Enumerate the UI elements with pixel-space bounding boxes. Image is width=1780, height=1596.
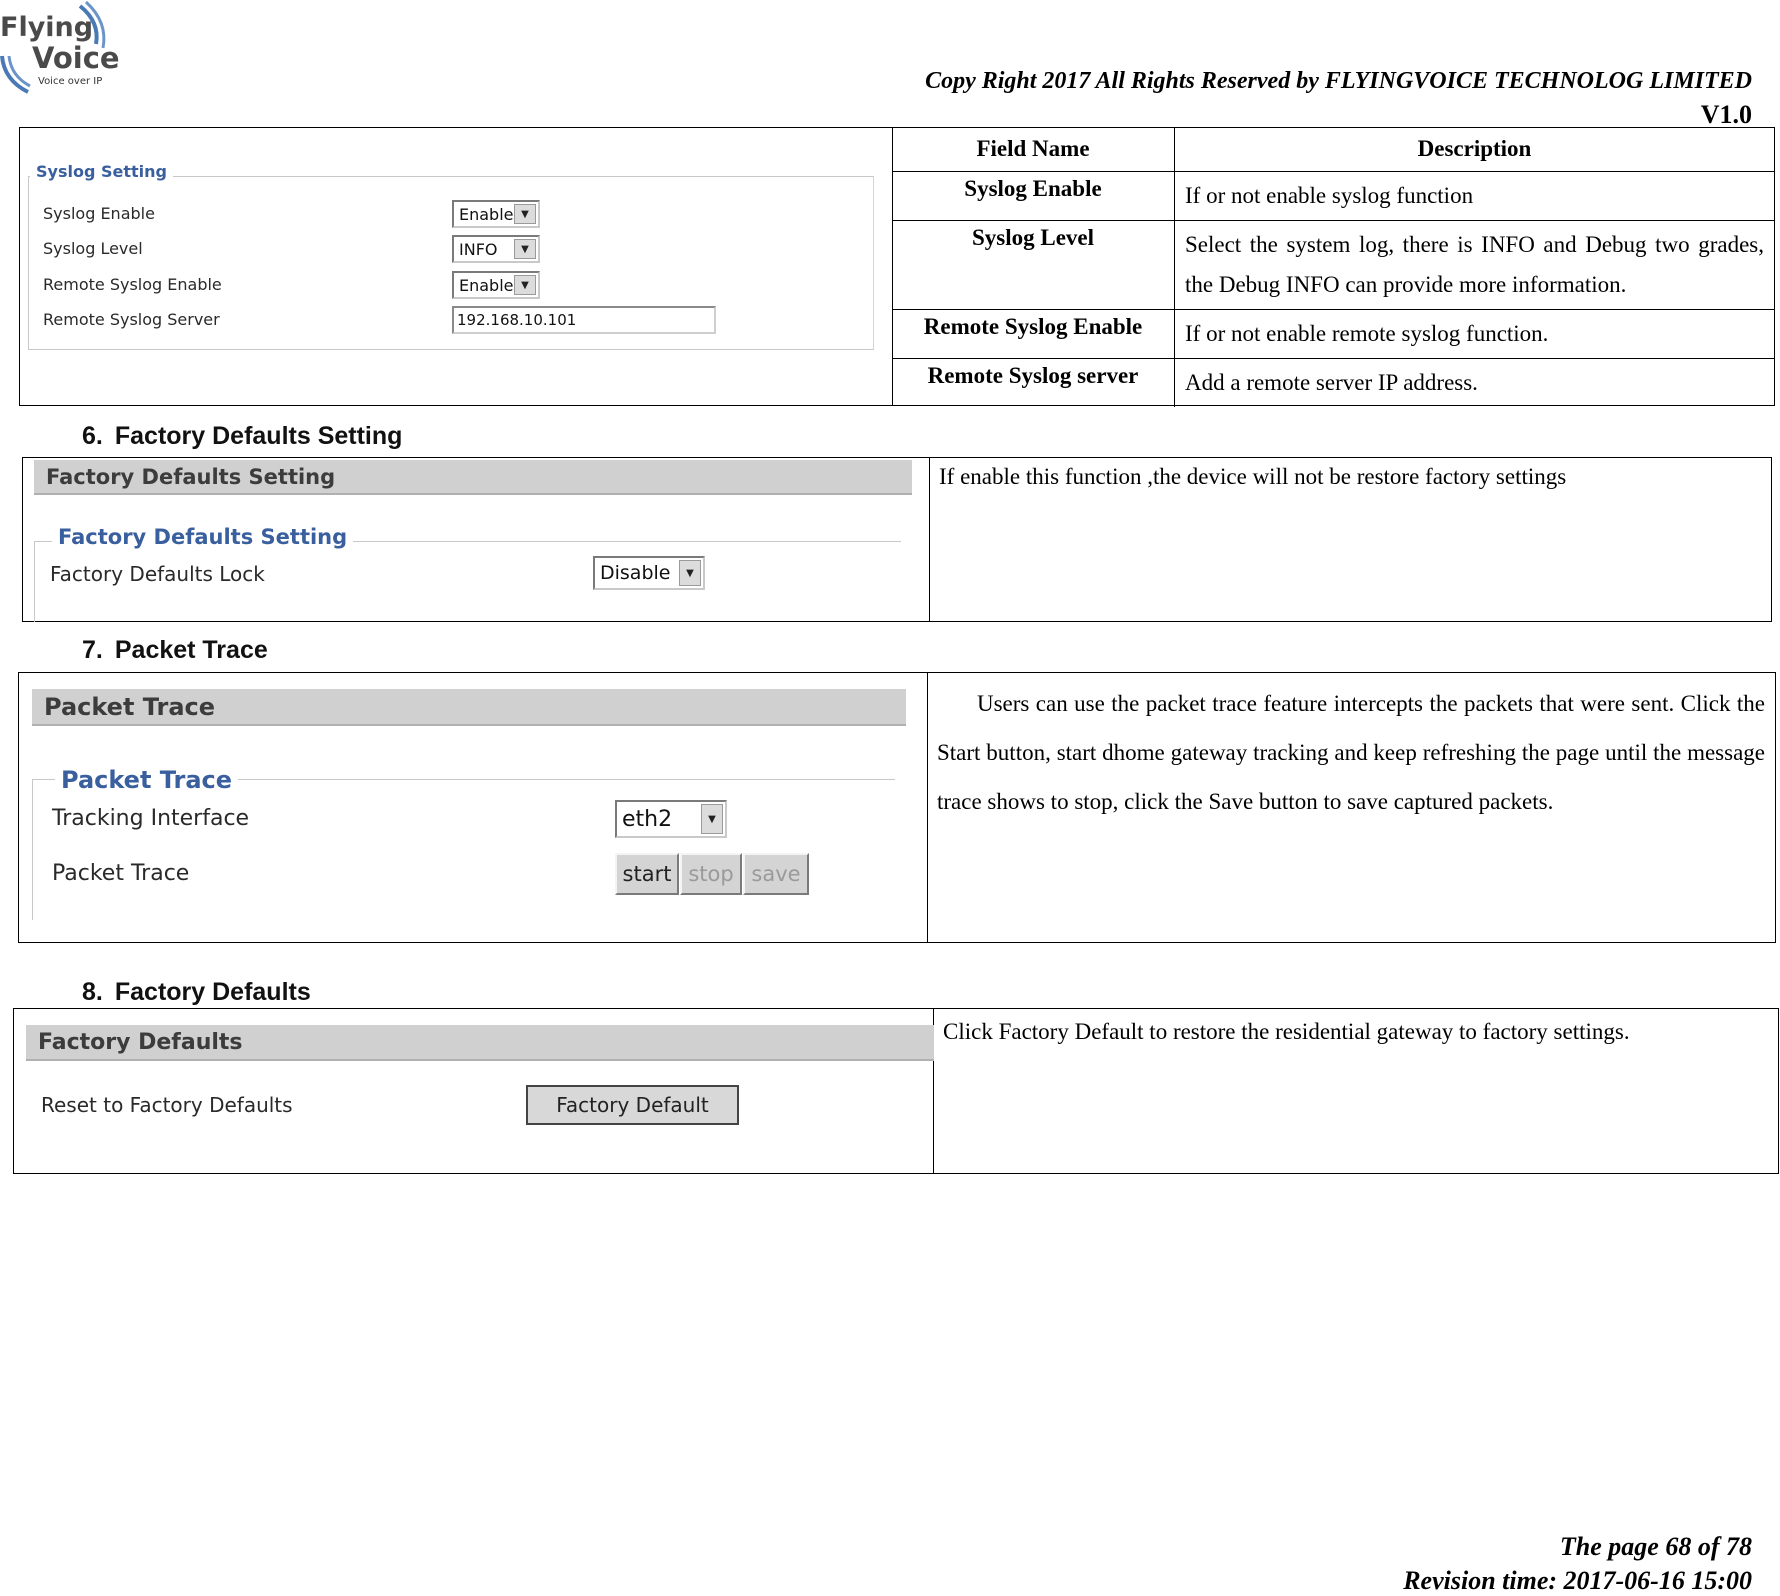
tracking-interface-select[interactable] xyxy=(615,800,727,838)
fds-panel-title: Factory Defaults Setting xyxy=(34,460,912,495)
version-label: V1.0 xyxy=(1700,100,1752,129)
packet-trace-label: Packet Trace xyxy=(52,861,190,886)
chevron-down-icon: ▼ xyxy=(514,275,536,295)
section-6-number: 6. xyxy=(82,422,103,450)
factory-default-button[interactable]: Factory Default xyxy=(526,1085,739,1125)
syslog-screenshot xyxy=(19,127,893,406)
field-remote-syslog-enable: Remote Syslog Enable xyxy=(892,309,1175,358)
revision-time: Revision time: 2017-06-16 15:00 xyxy=(1403,1566,1752,1595)
syslog-field-table xyxy=(892,127,1775,406)
section-6-heading xyxy=(82,422,402,451)
pt-legend: Packet Trace xyxy=(55,766,238,794)
copyright-line: Copy Right 2017 All Rights Reserved by FLYINGVOICE TECHNOLOG LIMITED xyxy=(925,68,1752,94)
factory-defaults-screenshot xyxy=(13,1008,934,1174)
factory-defaults-setting-description: If enable this function ,the device will not be restore factory settings xyxy=(939,464,1567,489)
pt-fieldset xyxy=(32,779,895,920)
col-field-name: Field Name xyxy=(892,128,1175,171)
factory-defaults-setting-screenshot xyxy=(22,457,930,622)
factory-defaults-setting-desc-cell xyxy=(929,457,1772,622)
syslog-enable-value: Enable xyxy=(459,204,514,224)
section-7-heading xyxy=(82,636,268,665)
syslog-level-value: INFO xyxy=(459,239,498,259)
fd-panel-title: Factory Defaults xyxy=(26,1025,934,1061)
svg-text:Voice: Voice xyxy=(32,41,120,75)
factory-defaults-lock-label: Factory Defaults Lock xyxy=(50,562,265,586)
factory-defaults-description: Click Factory Default to restore the residential gateway to factory settings. xyxy=(943,1019,1630,1044)
remote-syslog-enable-select[interactable] xyxy=(452,271,540,299)
syslog-enable-label: Syslog Enable xyxy=(43,204,155,223)
factory-defaults-lock-value: Disable xyxy=(600,562,671,584)
field-syslog-level: Syslog Level xyxy=(892,220,1175,309)
factory-defaults-desc-cell xyxy=(933,1008,1779,1174)
chevron-down-icon: ▼ xyxy=(679,560,701,586)
syslog-enable-select[interactable] xyxy=(452,200,540,228)
factory-defaults-lock-select[interactable] xyxy=(593,556,705,590)
packet-trace-desc-cell xyxy=(927,672,1776,943)
logo-graphic xyxy=(0,0,120,96)
flyingvoice-logo xyxy=(0,0,120,96)
fds-legend: Factory Defaults Setting xyxy=(52,525,353,549)
pt-panel-title: Packet Trace xyxy=(32,689,906,726)
chevron-down-icon: ▼ xyxy=(701,804,723,834)
section-8-heading xyxy=(82,978,311,1007)
field-syslog-enable: Syslog Enable xyxy=(892,171,1175,220)
syslog-level-label: Syslog Level xyxy=(43,239,143,258)
syslog-level-select[interactable] xyxy=(452,235,540,263)
section-7-title: Packet Trace xyxy=(114,636,268,664)
desc-syslog-level: Select the system log, there is INFO and Debug two grades, the Debug INFO can provide more information. xyxy=(1175,220,1775,309)
svg-text:Flying: Flying xyxy=(0,12,94,43)
tracking-interface-label: Tracking Interface xyxy=(52,806,250,831)
svg-text:Voice over IP: Voice over IP xyxy=(38,76,103,87)
desc-syslog-enable: If or not enable syslog function xyxy=(1175,171,1775,220)
start-button[interactable]: start xyxy=(615,853,679,895)
section-8-number: 8. xyxy=(82,978,103,1006)
chevron-down-icon: ▼ xyxy=(514,204,536,224)
packet-trace-screenshot xyxy=(18,672,928,943)
remote-syslog-enable-value: Enable xyxy=(459,275,514,295)
packet-trace-description: Users can use the packet trace feature intercepts the packets that were sent. Click the Start button, start dhome gateway tracking and keep refreshing the page until the message trace shows to stop, click the Save button to save captured packets. xyxy=(937,691,1765,814)
desc-remote-syslog-enable: If or not enable remote syslog function. xyxy=(1175,309,1775,358)
tracking-interface-value: eth2 xyxy=(622,806,673,832)
col-description: Description xyxy=(1175,128,1775,171)
remote-syslog-server-input[interactable]: 192.168.10.101 xyxy=(452,306,716,334)
remote-syslog-server-label: Remote Syslog Server xyxy=(43,310,220,329)
remote-syslog-enable-label: Remote Syslog Enable xyxy=(43,275,222,294)
save-button[interactable]: save xyxy=(743,853,809,895)
page-number: The page 68 of 78 xyxy=(1559,1532,1752,1561)
stop-button[interactable]: stop xyxy=(680,853,742,895)
chevron-down-icon: ▼ xyxy=(514,239,536,259)
section-6-title: Factory Defaults Setting xyxy=(114,422,403,450)
section-7-number: 7. xyxy=(82,636,103,664)
desc-remote-syslog-server: Add a remote server IP address. xyxy=(1175,358,1775,407)
reset-factory-defaults-label: Reset to Factory Defaults xyxy=(41,1093,293,1117)
field-remote-syslog-server: Remote Syslog server xyxy=(892,358,1175,407)
syslog-legend: Syslog Setting xyxy=(30,162,173,181)
section-8-title: Factory Defaults xyxy=(114,978,311,1006)
